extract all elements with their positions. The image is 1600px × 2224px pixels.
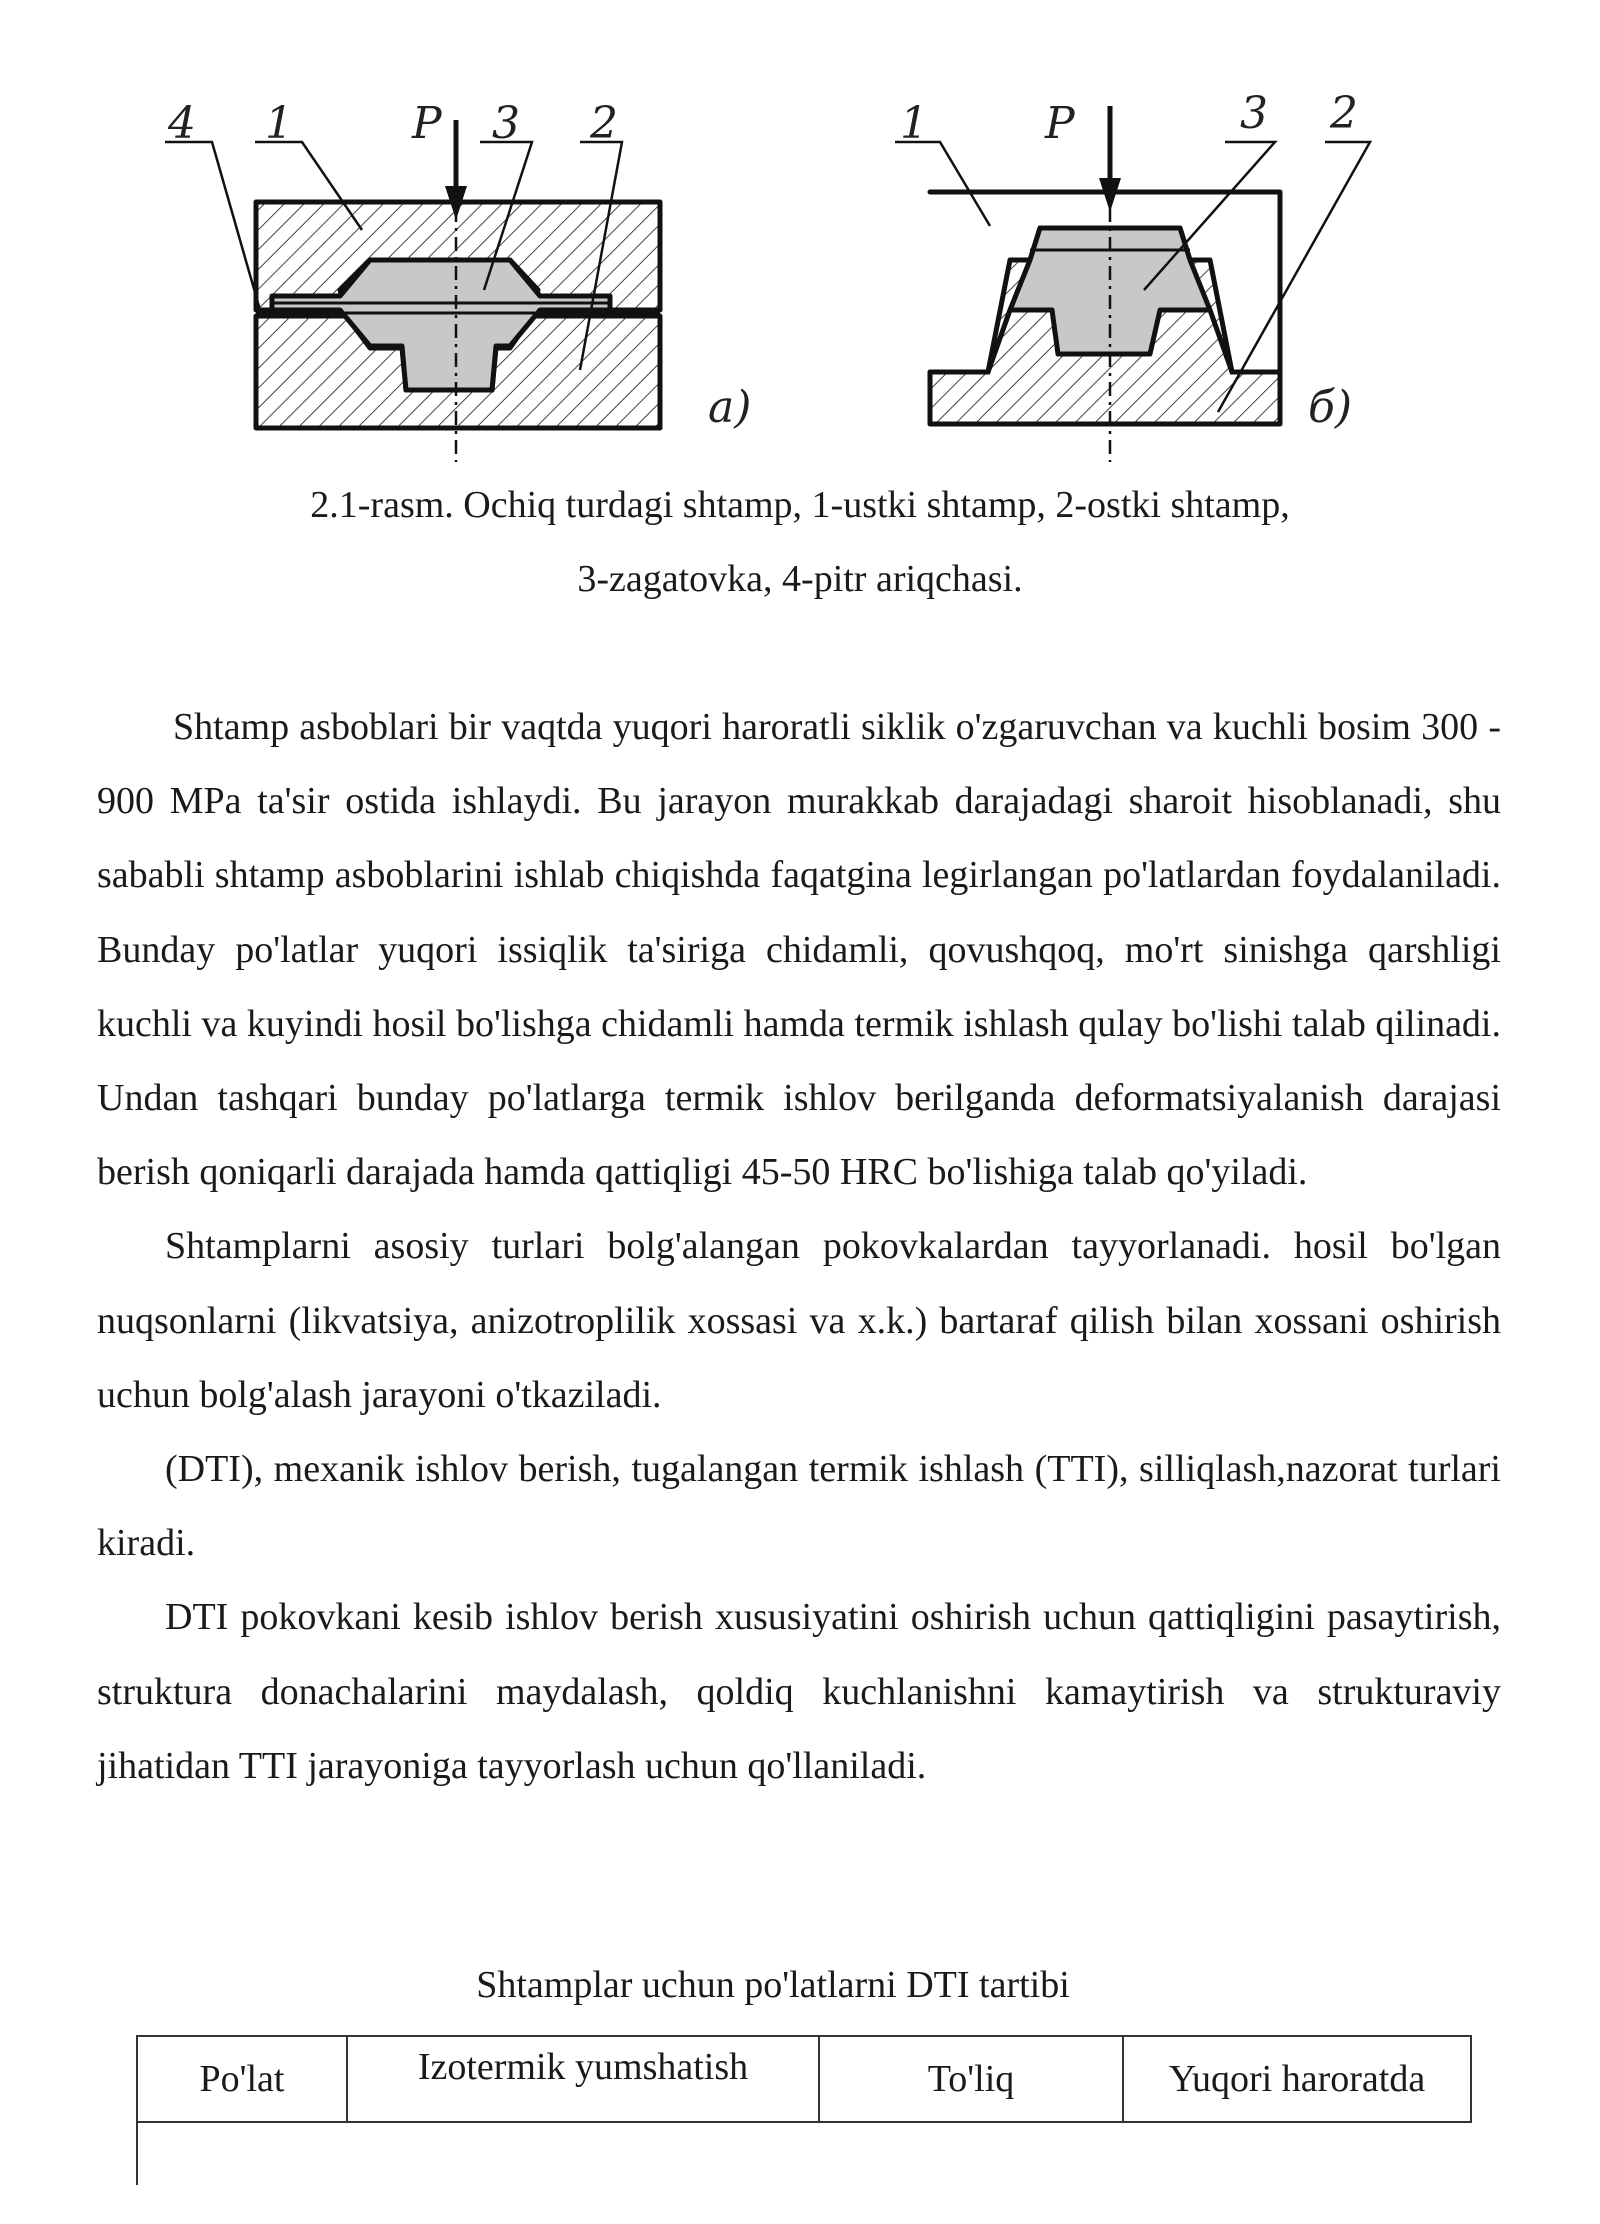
label-4-a: 4: [168, 98, 196, 149]
label-1-a: 1: [265, 98, 293, 149]
header-steel: Po'lat: [137, 2036, 347, 2122]
header-full: To'liq: [819, 2036, 1123, 2122]
steel-table: [136, 2035, 1472, 2185]
stamp-diagram: [140, 90, 1460, 470]
figure-caption-line2: 3-zagatovka, 4-pitr ariqchasi.: [577, 558, 1023, 600]
sublabel-a: а): [708, 382, 752, 433]
label-1-b: 1: [900, 98, 928, 149]
label-3-b: 3: [1240, 90, 1268, 139]
body-text: [97, 690, 1501, 1803]
paragraph-2: Shtamplarni asosiy turlari bolg'alangan pokovkalardan tayyorlanadi. hosil bo'lgan nuqsonlarni (likvatsiya, anizotroplilik xossasi va x.k.) bartaraf qilish bilan xossani oshirish uchun bolg'alash jarayoni o'tkaziladi.: [97, 1225, 1501, 1416]
label-3-a: 3: [492, 98, 520, 149]
label-p-b: P: [1045, 98, 1075, 149]
table-header-row: [137, 2036, 1471, 2122]
label-p-a: P: [412, 98, 442, 149]
sublabel-b: б): [1308, 382, 1353, 433]
header-high-temperature: Yuqori haroratda: [1123, 2036, 1471, 2122]
diagram-b: [895, 90, 1370, 462]
paragraph-3: (DTI), mexanik ishlov berish, tugalangan termik ishlash (TTI), silliqlash,nazorat turlari kiradi.: [97, 1448, 1501, 1565]
table-row: [137, 2122, 1471, 2185]
diagram-a: [165, 98, 751, 462]
table-title: Shtamplar uchun po'latlarni DTI tartibi: [476, 1964, 1070, 2006]
header-isothermal-annealing: Izotermik yumshatish: [347, 2036, 819, 2122]
paragraph-1: Shtamp asboblari bir vaqtda yuqori haroratli siklik o'zgaruvchan va kuchli bosim 300 - 900 MPa ta'sir ostida ishlaydi. Bu jarayon murakkab darajadagi sharoit hisoblanadi, shu sababli shtamp asboblarini ishlab chiqishda faqatgina legirlangan po'latlardan foydalaniladi. Bunday po'latlar yuqori issiqlik ta'siriga chidamli, qovushqoq, mo'rt sinishga qarshligi kuchli va kuyindi hosil bo'lishga chidamli hamda termik ishlash qulay bo'lishi talab qilinadi. Undan tashqari bunday po'latlarga termik ishlov berilganda deformatsiyalanish darajasi berish qoniqarli darajada hamda qattiqligi 45-50 HRC bo'lishiga talab qo'yiladi.: [97, 706, 1501, 1194]
label-2-a: 2: [590, 98, 618, 149]
figure-caption-line1: 2.1-rasm. Ochiq turdagi shtamp, 1-ustki shtamp, 2-ostki shtamp,: [310, 484, 1290, 526]
label-2-b: 2: [1330, 90, 1358, 139]
paragraph-4: DTI pokovkani kesib ishlov berish xususiyatini oshirish uchun qattiqligini pasaytirish, struktura donachalarini maydalash, qoldiq kuchlanishni kamaytirish va strukturaviy jihatidan TTI jarayoniga tayyorlash uchun qo'llaniladi.: [97, 1596, 1501, 1787]
